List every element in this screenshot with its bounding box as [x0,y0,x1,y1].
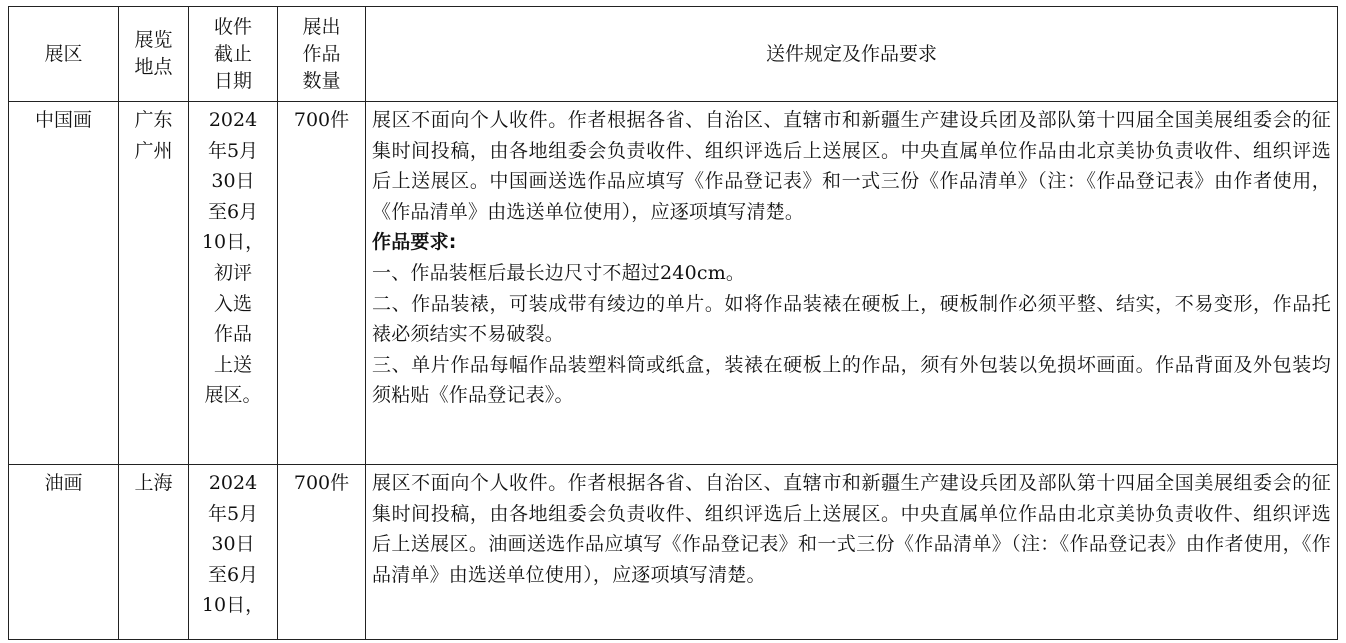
requirements-paragraph: 展区不面向个人收件。作者根据各省、自治区、直辖市和新疆生产建设兵团及部队第十四届全国美展组委会的征集时间投稿，由各地组委会负责收件、组织评选后上送展区。中央直属单位作品由北京美协负责收件、组织评选后上送展区。油画送选作品应填写《作品登记表》和一式三份《作品清单》（注：《作品登记表》由作者使用，《作品清单》由选送单位使用），应逐项填写清楚。 [372,472,1331,586]
location-cell [119,465,189,640]
requirements-heading: 作品要求: [372,231,457,254]
header-count [278,7,366,102]
submission-table [8,6,1338,640]
deadline-line: 作品 [213,323,252,346]
deadline-line: 展区。 [204,384,262,407]
header-deadline-line-1: 收件 [213,15,252,38]
deadline-line: 初评 [213,261,252,284]
header-deadline-line-3: 日期 [213,69,252,92]
deadline-line: 上送 [213,353,252,376]
location-line: 广东 [134,109,173,131]
header-deadline [189,7,278,102]
header-location [119,7,189,102]
header-count-line-1: 展出 [302,15,341,38]
location-line: 上海 [134,472,173,494]
header-requirements-line: 送件规定及作品要求 [765,42,937,65]
table-row [9,465,1338,640]
deadline-cell [189,102,278,465]
deadline-line: 入选 [213,292,252,315]
header-location-line-2: 地点 [134,56,173,78]
requirements-paragraph: 二、作品装裱，可装成带有绫边的单片。如将作品装裱在硬板上，硬板制作必须平整、结实，不易变形，作品托裱必须结实不易破裂。 [372,292,1331,346]
deadline-line: 年5月 [207,139,259,162]
header-location-line-1: 展览 [134,29,173,51]
requirements-cell [366,102,1338,465]
requirements-paragraph: 一、作品装框后最长边尺寸不超过240cm。 [372,261,746,284]
deadline-line: 30日 [211,533,255,556]
count-cell: 700件 [278,102,366,465]
deadline-line: 至6月 [207,563,259,586]
requirements-paragraph: 三、单片作品每幅作品装塑料筒或纸盒，装裱在硬板上的作品，须有外包装以免损坏画面。作品背面及外包装均须粘贴《作品登记表》。 [372,353,1331,407]
header-zone [9,7,119,102]
location-cell [119,102,189,465]
requirements-paragraph: 展区不面向个人收件。作者根据各省、自治区、直辖市和新疆生产建设兵团及部队第十四届全国美展组委会的征集时间投稿，由各地组委会负责收件、组织评选后上送展区。中央直属单位作品由北京美协负责收件、组织评选后上送展区。中国画送选作品应填写《作品登记表》和一式三份《作品清单》（注：《作品登记表》由作者使用，《作品清单》由选送单位使用），应逐项填写清楚。 [372,109,1331,223]
deadline-line: 30日 [211,170,255,193]
deadline-line: 10日， [201,594,265,617]
header-zone-line: 展区 [44,42,83,65]
table-row [9,102,1338,465]
deadline-line: 年5月 [207,502,259,525]
header-count-line-3: 数量 [302,69,341,92]
deadline-cell [189,465,278,640]
header-count-line-2: 作品 [302,42,341,65]
header-row [9,7,1338,102]
deadline-line: 2024 [208,109,258,131]
header-requirements [366,7,1338,102]
deadline-line: 10日， [201,231,265,254]
zone-cell: 中国画 [9,102,119,465]
count-cell: 700件 [278,465,366,640]
deadline-line: 2024 [208,472,258,494]
zone-cell: 油画 [9,465,119,640]
requirements-cell [366,465,1338,640]
deadline-line: 至6月 [207,200,259,223]
header-deadline-line-2: 截止 [213,42,252,65]
location-line: 广州 [134,139,173,162]
